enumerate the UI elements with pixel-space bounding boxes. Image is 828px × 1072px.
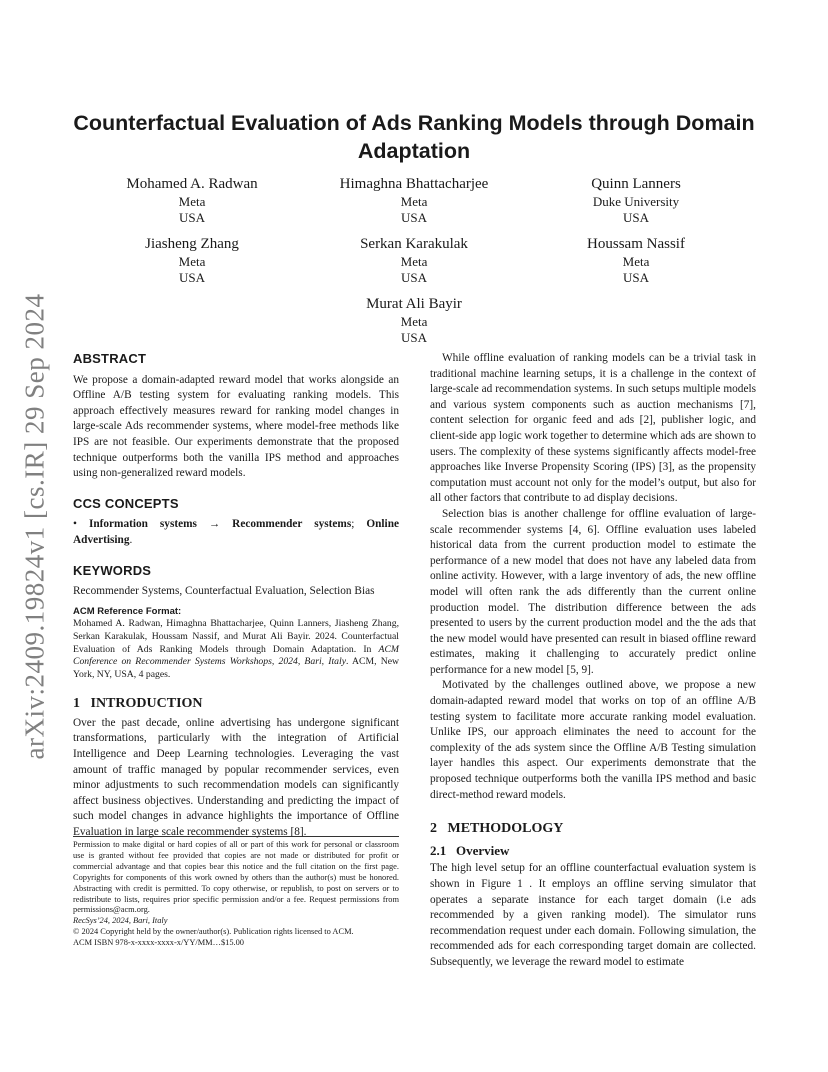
author-affiliation: Meta — [400, 314, 428, 329]
intro-paragraph-1: Over the past decade, online advertising has undergone significant transformations, particularly with the integration of Artificial Intelligence and Deep Learning technologies. Leveraging the vast amount of traffic managed by popular recommender services, even minor adjustments to such recommendation models can significantly affect business objectives. Understanding and predicting the impact of such model changes in advance highlights the importance of Offline Evaluation in large scale recommender systems [8]. — [73, 716, 399, 839]
overview-heading-number: 2.1 — [430, 842, 447, 858]
author-affiliation: Meta — [622, 254, 650, 269]
author-affiliation: Meta — [178, 194, 206, 209]
left-column — [73, 351, 399, 841]
author-name: Serkan Karakulak — [360, 236, 468, 252]
overview-heading-text: Overview — [456, 842, 510, 858]
methodology-heading — [430, 821, 756, 837]
ccs-concepts — [73, 517, 399, 548]
author-block — [314, 175, 514, 225]
author-affiliation: Meta — [400, 194, 428, 209]
author-block — [314, 235, 514, 285]
author-block — [536, 175, 736, 225]
arxiv-watermark — [10, 293, 60, 759]
author-country: USA — [178, 209, 205, 225]
acm-reference-text — [73, 618, 399, 681]
author-name: Mohamed A. Radwan — [126, 176, 258, 192]
right-column — [430, 351, 756, 971]
author-block — [314, 295, 514, 345]
author-country: USA — [178, 269, 205, 285]
author-block — [92, 175, 292, 225]
intro-paragraph-4: Motivated by the challenges outlined above, we propose a new domain-adapted reward model that works on top of an offline A/B testing system to facilitate more accurate ranking model evaluation. Unlike IPS, our approach eliminates the need to account for the complexity of the ads system since the Offline A/B Testing simulation layer handles this aspect. Our experiments demonstrate that the proposed technique outperforms both the vanilla IPS method and basic direct-method reward models. — [430, 679, 756, 801]
intro-heading — [73, 696, 399, 712]
ccs-heading: CCS CONCEPTS — [73, 495, 179, 511]
author-block — [536, 235, 736, 285]
acm-reference-venue: ACM Conference on Recommender Systems Workshops, 2024, Bari, Italy — [73, 643, 399, 668]
abstract-text: We propose a domain-adapted reward model that works alongside an Offline A/B testing system for evaluating ranking models. This approach effectively measures reward for ranking model changes in large-scale Ads recommender systems, where model-free methods like IPS are not feasible. Our experiments demonstrate that the proposed technique outperforms both the vanilla IPS method and approaches using non-generalized reward models. — [73, 373, 399, 480]
intro-paragraph-3: Selection bias is another challenge for offline evaluation of large-scale recommender systems [4, 6]. Offline evaluation uses labeled historical data from the current production model to estimate the performance of a new model that does not have any labeled data from online activity. However, with a large inventory of ads, the new offline model will often rank the ads differently than the current online production model. The distribution difference between the ads presented to users by the current production model and the the ads that the new model would have presented can result in biased offline reward estimates, making it challenging to accurately predict online performance for a new model [5, 9]. — [430, 507, 756, 676]
permission-text: Permission to make digital or hard copies of all or part of this work for personal or classroom use is granted without fee provided that copies are not made or distributed for profit or commercial advantage and that copies bear this notice and the full citation on the first page. Copyrights for components of this work owned by others than the author(s) must be honored. Abstracting with credit is permitted. To copy otherwise, or republish, to post on servers or to redistribute to lists, requires prior specific permission and/or a fee. Request permissions from permissions@acm.org. — [73, 840, 399, 915]
intro-heading-text: INTRODUCTION — [90, 696, 203, 712]
intro-heading-number: 1 — [73, 696, 80, 712]
author-block — [92, 235, 292, 285]
acm-reference-heading: ACM Reference Format: — [73, 605, 182, 617]
author-affiliation: Meta — [400, 254, 428, 269]
author-country: USA — [400, 209, 427, 225]
acm-reference — [73, 606, 399, 682]
ccs-sep: ; — [351, 518, 355, 531]
author-name: Murat Ali Bayir — [366, 296, 462, 312]
keywords-text: Recommender Systems, Counterfactual Evaluation, Selection Bias — [73, 585, 375, 598]
ccs-bullet: • — [73, 518, 77, 531]
author-affiliation: Meta — [178, 254, 206, 269]
author-name: Quinn Lanners — [591, 176, 681, 192]
overview-heading — [430, 843, 756, 859]
author-affiliation: Duke University — [592, 194, 680, 209]
footnote-venue: RecSys’24, 2024, Bari, Italy — [73, 916, 168, 926]
copyright-footnote — [73, 836, 399, 949]
methodology-heading-text: METHODOLOGY — [447, 821, 564, 837]
author-country: USA — [400, 269, 427, 285]
acm-reference-rest: . ACM, New York, NY, USA, 4 pages. — [73, 656, 400, 680]
author-name: Houssam Nassif — [587, 236, 685, 252]
author-country: USA — [400, 329, 427, 345]
ccs-part3: Online Advertising — [73, 518, 399, 546]
footnote-rule — [73, 836, 399, 837]
ccs-part2: Recommender systems — [232, 518, 352, 531]
intro-paragraph-2: While offline evaluation of ranking models can be a trivial task in traditional machine learning setups, it is a challenge in the context of large-scale ad recommendation systems. In such setups multiple models and various system components such as auction mechanisms [7], content selection for organic feed and ads [2], publisher logic, and client-side app logic work together to determine which ads are shown to users. The complexity of these systems significantly affects model-free approaches like Inverse Propensity Scoring (IPS) [3], as the propensity computation must account not only for the model’s output, but also for all other factors that contribute to ad display decisions. — [430, 352, 756, 505]
author-country: USA — [622, 269, 649, 285]
paper-title: Counterfactual Evaluation of Ads Ranking Models through Domain Adaptation — [73, 111, 755, 163]
footnote-isbn: ACM ISBN 978-x-xxxx-xxxx-x/YY/MM…$15.00 — [73, 938, 244, 948]
acm-reference-authors: Mohamed A. Radwan, Himaghna Bhattacharjee, Quinn Lanners, Jiasheng Zhang, Serkan Karakulak, Houssam Nassif, and Murat Ali Bayir. 2024. Counterfactual Evaluation of Ads Ranking Models through Domain Adaptation. In — [73, 618, 399, 655]
overview-paragraph: The high level setup for an offline counterfactual evaluation system is shown in Figure 1 . It employs an offline serving simulator that operates a separate instance for each target domain (i.e ads recommended by a given ranking model). The simulator runs recommendation request under each domain. Following simulation, the recommended ads for each corresponding target domain are collected. Subsequently, we leverage the reward model to estimate — [430, 862, 756, 968]
arxiv-id: arXiv:2409.19824v1 [cs.IR] 29 Sep 2024 — [19, 293, 50, 759]
footnote-copyright: © 2024 Copyright held by the owner/author(s). Publication rights licensed to ACM. — [73, 927, 354, 937]
abstract-heading: ABSTRACT — [73, 351, 147, 366]
keywords-heading: KEYWORDS — [73, 562, 152, 578]
ccs-arrow: → — [208, 518, 221, 531]
author-name: Jiasheng Zhang — [145, 236, 239, 252]
methodology-heading-number: 2 — [430, 821, 437, 837]
author-country: USA — [622, 209, 649, 225]
ccs-part1: Information systems — [88, 518, 197, 531]
ccs-end: . — [129, 533, 133, 546]
author-name: Himaghna Bhattacharjee — [339, 176, 489, 192]
